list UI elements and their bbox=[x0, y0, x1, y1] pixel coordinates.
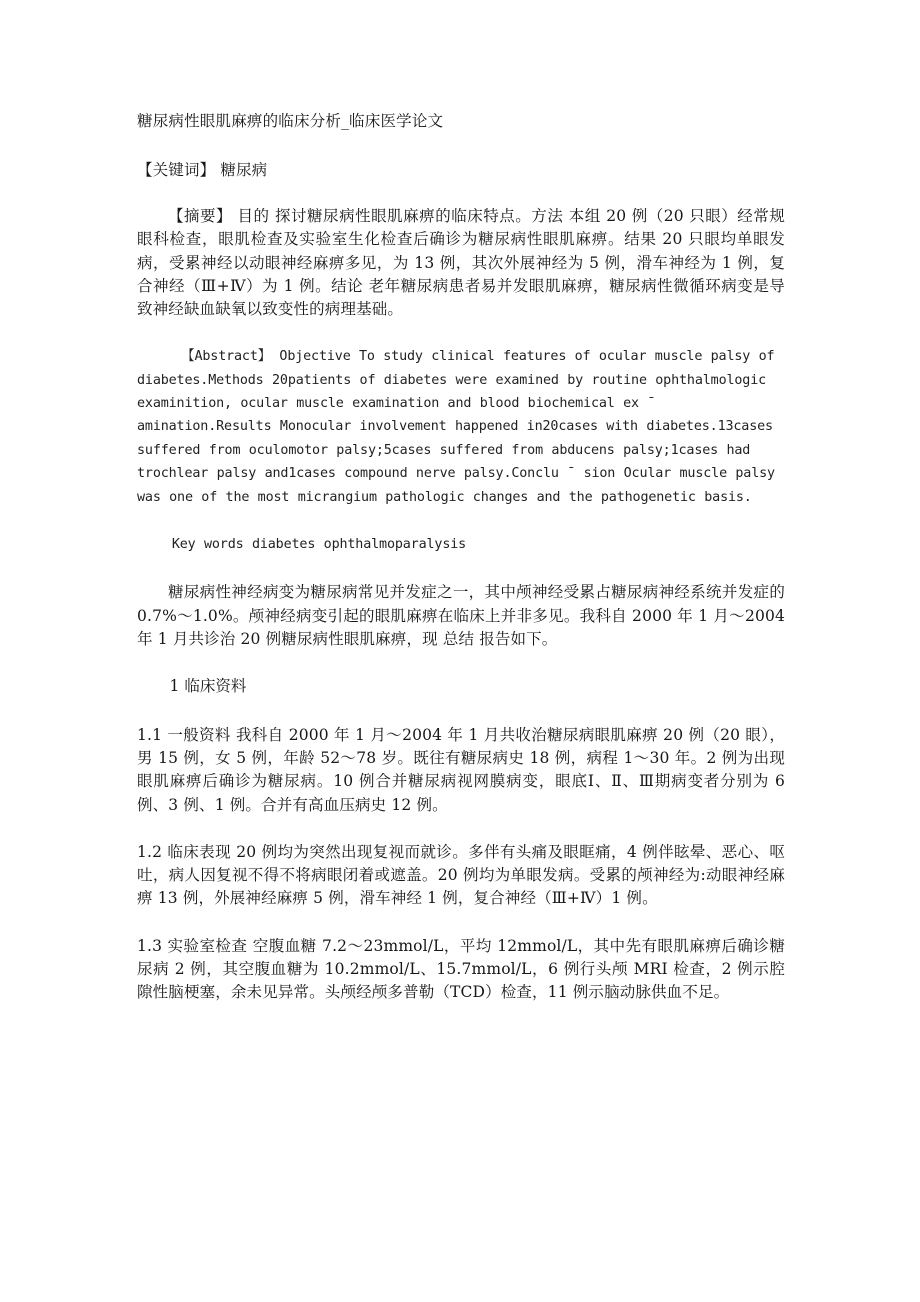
section-1-3-paragraph: 1.3 实验室检查 空腹血糖 7.2～23mmol/L，平均 12mmol/L，其中先有眼肌麻痹后确诊糖尿病 2 例，其空腹血糖为 10.2mmol/L、15.7mmol/L，6 例行头颅 MRI 检查，2 例示腔隙性脑梗塞，余未见异常。头颅经颅多普勒（TCD）检查，11 例示脑动脉供血不足。 bbox=[137, 936, 785, 1001]
page-title: 糖尿病性眼肌麻痹的临床分析_临床医学论文 bbox=[137, 112, 444, 130]
abstract-cn-paragraph: 【摘要】 目的 探讨糖尿病性眼肌麻痹的临床特点。方法 本组 20 例（20 只眼）经常规眼科检查，眼肌检查及实验室生化检查后确诊为糖尿病性眼肌麻痹。结果 20 只眼均单眼发病，受累神经以动眼神经麻痹多见，为 13 例，其次外展神经为 5 例，滑车神经为 1 例，复合神经（Ⅲ+Ⅳ）为 1 例。结论 老年糖尿病患者易并发眼肌麻痹，糖尿病性微循环病变是导致神经缺血缺氧以致变性的病理基础。 bbox=[137, 207, 785, 319]
introduction-paragraph: 糖尿病性神经病变为糖尿病常见并发症之一，其中颅神经受累占糖尿病神经系统并发症的 0.7%～1.0%。颅神经病变引起的眼肌麻痹在临床上并非多见。我科自 2000 年 1 月～2004 年 1 月共诊治 20 例糖尿病性眼肌麻痹，现 总结 报告如下。 bbox=[137, 583, 785, 648]
section-1-2-paragraph: 1.2 临床表现 20 例均为突然出现复视而就诊。多伴有头痛及眼眶痛，4 例伴眩晕、恶心、呕吐，病人因复视不得不将病眼闭着或遮盖。20 例均为单眼发病。受累的颅神经为:动眼神经麻痹 13 例，外展神经麻痹 5 例，滑车神经 1 例，复合神经（Ⅲ+Ⅳ）1 例。 bbox=[137, 842, 785, 908]
keywords-cn-line: 【关键词】 糖尿病 bbox=[137, 161, 268, 179]
keywords-en-line: Key words diabetes ophthalmoparalysis bbox=[171, 537, 467, 553]
section-1-1-paragraph: 1.1 一般资料 我科自 2000 年 1 月～2004 年 1 月共收治糖尿病眼肌麻痹 20 例（20 眼），男 15 例，女 5 例，年龄 52～78 岁。既往有糖尿病史 18 例，病程 1～30 年。2 例为出现眼肌麻痹后确诊为糖尿病。10 例合并糖尿病视网膜病变，眼底Ⅰ、Ⅱ、Ⅲ期病变者分别为 6 例、3 例、1 例。合并有高血压病史 12 例。 bbox=[137, 726, 785, 814]
section-1-heading: 1 临床资料 bbox=[169, 677, 247, 696]
abstract-en-paragraph: 【Abstract】 Objective To study clinical features of ocular muscle palsy of diabetes.Methods 20patients of diabetes were examined by routine ophthalmologic examinition, ocular muscle examination and blood biochemical ex ¯ amination.Results Monocular involvement happened in20cases with diabetes.13cases suffered from oculomotor palsy;5cases suffered from abducens palsy;1cases had trochlear palsy and1cases compound nerve palsy.Conclu ¯ sion Ocular muscle palsy was one of the most micrangium pathologic changes and the pathogenetic basis. bbox=[137, 349, 775, 505]
